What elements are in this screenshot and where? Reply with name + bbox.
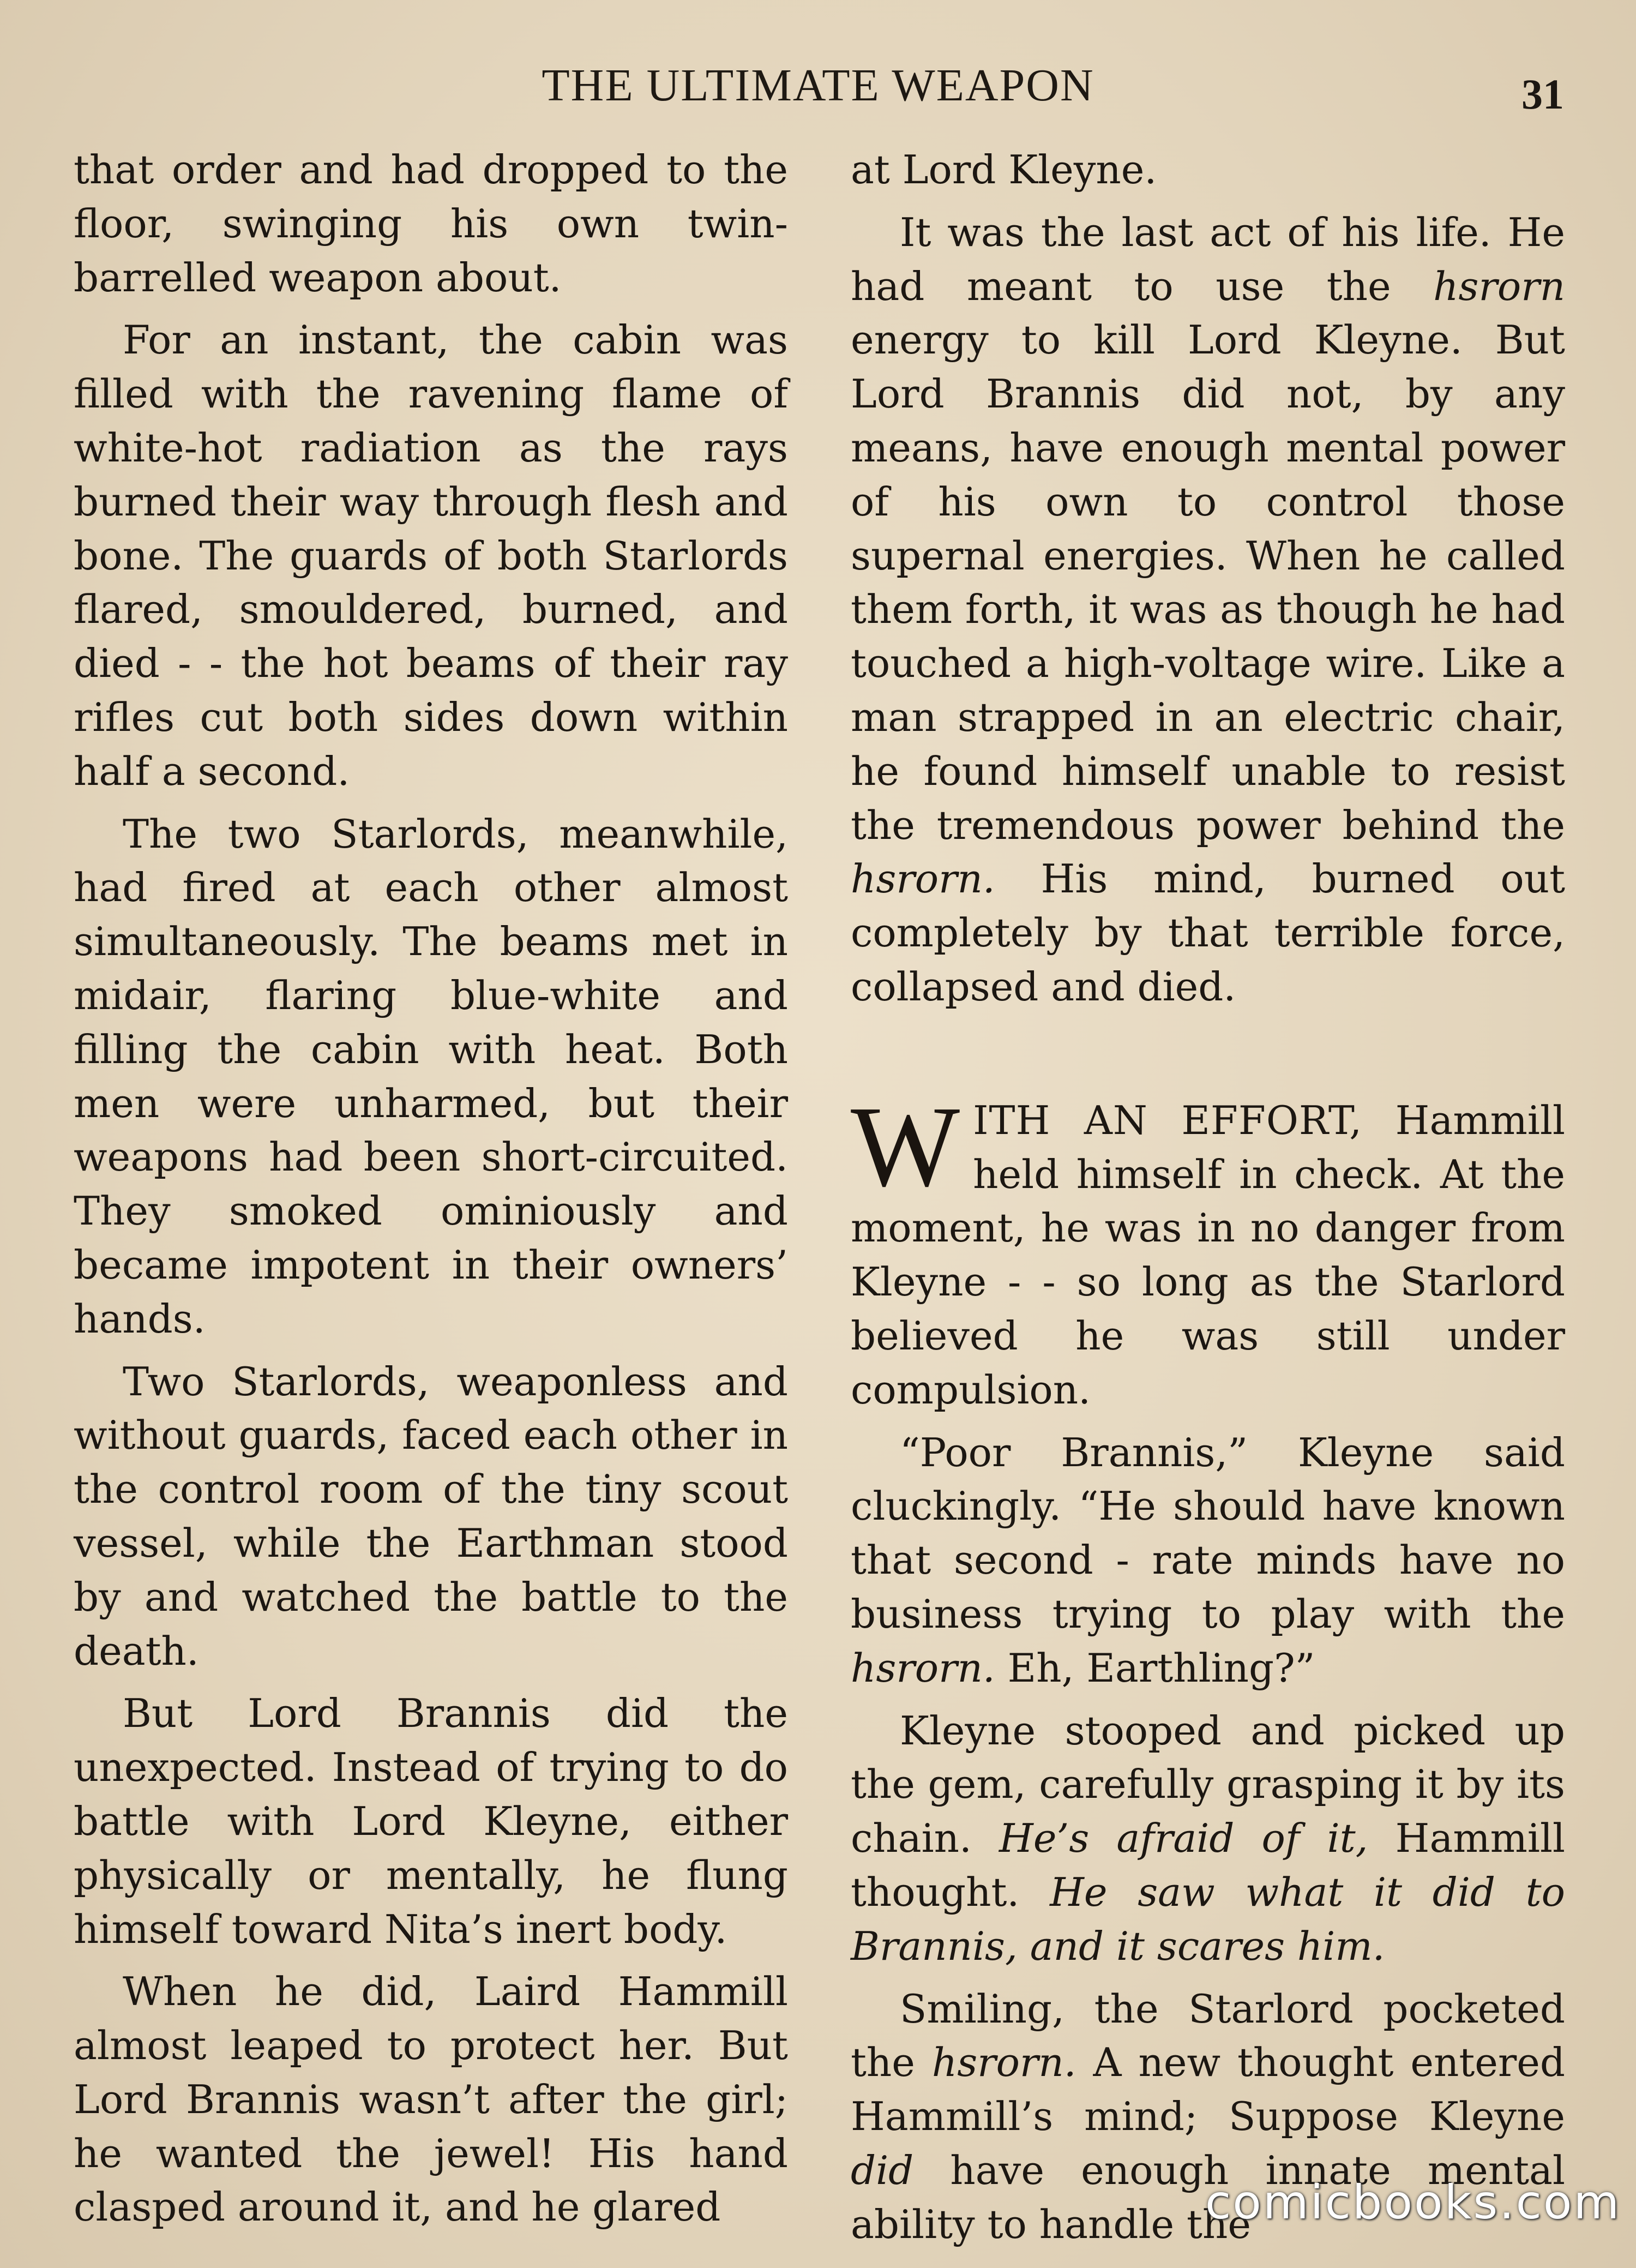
- section-opening-text: Hammill held himself in check. At the moment, he was in no danger from Kleyne - - so long as the Starlord believed he was still under compulsion.: [851, 1097, 1566, 1413]
- right-column: [851, 143, 1565, 2260]
- paragraph-text: The two Starlords, meanwhile, had fired at each other almost simultaneously. The beams met in midair, flaring blue-white and filling the cabin with heat. Both men were unharmed, but their weapons had been short-circuited. They smoked ominiously and became impotent in their owners’ hands.: [74, 811, 788, 1342]
- page-number: 31: [1521, 70, 1564, 118]
- paragraph-text: Kleyne stooped and picked up the gem, carefully grasping it by its chain.: [851, 1707, 1565, 1862]
- paragraph-text: His mind, burned out completely by that terrible force, collapsed and died.: [851, 856, 1565, 1010]
- paragraph: [851, 206, 1565, 1014]
- paragraph-text: at Lord Kleyne.: [851, 147, 1157, 193]
- italic-text: hsrorn.: [851, 1645, 995, 1691]
- paragraph-text: A new thought entered Hammill’s mind; Suppose Kleyne: [851, 2039, 1565, 2140]
- paragraph: [74, 313, 788, 798]
- paragraph-text: “Poor Brannis,” Kleyne said cluckingly. “He should have known that second - rate minds have no business trying to play with the: [851, 1429, 1565, 1637]
- italic-text: He’s afraid of it,: [999, 1815, 1368, 1862]
- right-column-top: [851, 143, 1565, 1014]
- paragraph-text: But Lord Brannis did the unexpected. Instead of trying to do battle with Lord Kleyne, either physically or mentally, he flung himself toward Nita’s inert body.: [74, 1690, 788, 1952]
- drop-cap: W: [851, 1082, 960, 1210]
- paragraph-text: have enough innate mental ability to handle the: [851, 2147, 1565, 2247]
- watermark-logo: comicbooks.com: [1205, 2175, 1621, 2230]
- paragraph-text: When he did, Laird Hammill almost leaped to protect her. But Lord Brannis wasn’t after the girl; he wanted the jewel! His hand clasped around it, and he glared: [74, 1969, 788, 2230]
- italic-text: hsrorn: [1433, 263, 1565, 309]
- paragraph-text: Eh, Earthling?”: [995, 1645, 1315, 1691]
- paragraph: [851, 1704, 1565, 1973]
- paragraph-text: It was the last act of his life. He had meant to use the: [851, 209, 1565, 309]
- paragraph: [851, 143, 1565, 197]
- section-lead-in: ITH AN EFFORT,: [973, 1097, 1363, 1143]
- paragraph-text: Smiling, the Starlord pocketed the: [851, 1985, 1565, 2086]
- paragraph: [851, 1426, 1565, 1695]
- paragraph-text: Two Starlords, weaponless and without guards, faced each other in the control room of the tiny scout vessel, while the Earthman stood by and watched the battle to the death.: [74, 1358, 788, 1674]
- paragraph: [74, 1965, 788, 2234]
- left-column: [74, 143, 788, 2243]
- paragraph-text: energy to kill Lord Kleyne. But Lord Brannis did not, by any means, have enough mental power of his own to control those supernal energies. When he called them forth, it was as though he had touched a high-voltage wire. Like a man strapped in an electric chair, he found himself unable to resist the tremendous power behind the: [851, 317, 1565, 848]
- paragraph: [74, 1355, 788, 1678]
- right-column-bottom: [851, 1426, 1565, 2252]
- italic-text: hsrorn.: [851, 856, 995, 902]
- paragraph: [74, 143, 788, 304]
- paragraph: [74, 1687, 788, 1956]
- paragraph: [74, 807, 788, 1346]
- section-opening-paragraph: [851, 1082, 1566, 1417]
- italic-text: He saw what it did to Brannis, and it scares him.: [851, 1869, 1565, 1969]
- italic-text: did: [851, 2147, 914, 2193]
- italic-text: hsrorn.: [931, 2039, 1076, 2086]
- paragraph-text: that order and had dropped to the floor, swinging his own twin-barrelled weapon about.: [74, 147, 788, 301]
- paragraph-text: Hammill thought.: [851, 1815, 1565, 1915]
- running-title: THE ULTIMATE WEAPON: [542, 60, 1094, 111]
- paragraph-text: For an instant, the cabin was filled with the ravening flame of white-hot radiation as the rays burned their way through flesh and bone. The guards of both Starlords flared, smouldered, burned, and died - - the hot beams of their ray rifles cut both sides down within half a second.: [74, 317, 788, 794]
